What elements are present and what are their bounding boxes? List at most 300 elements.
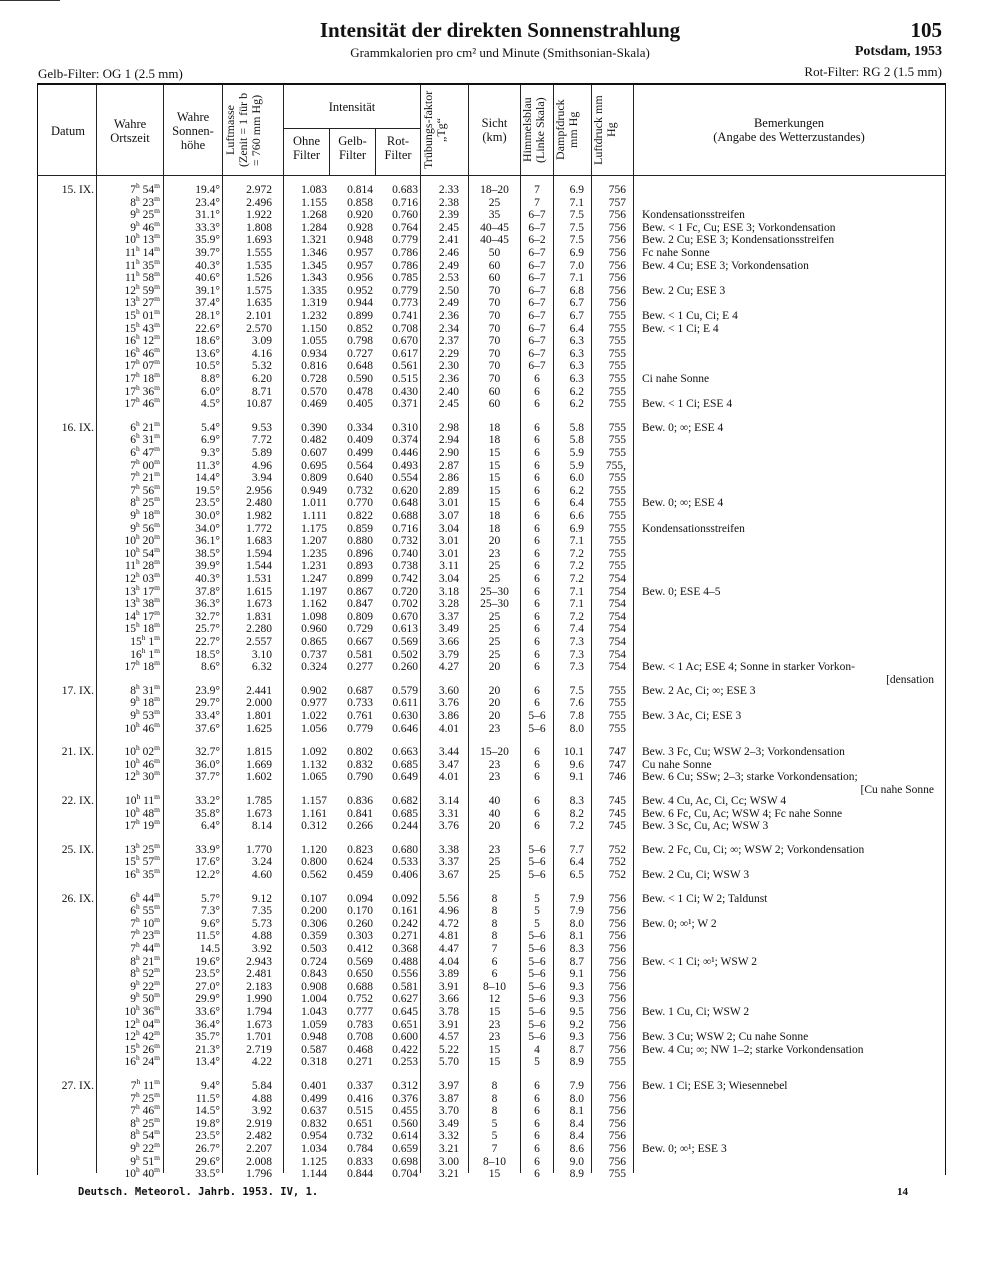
- row-remark: Bew. < 1 Ci; ESE 4: [642, 398, 733, 411]
- time-hours: 16: [130, 648, 142, 661]
- hour-unit: h: [136, 1165, 140, 1175]
- cell-r: 0.371: [392, 398, 418, 411]
- time-minutes: 19: [142, 820, 155, 833]
- minute-unit: m: [154, 633, 160, 643]
- cell-b: 6: [534, 820, 540, 833]
- minute-unit: m: [154, 319, 160, 329]
- cell-alt: 23.5°: [195, 1130, 220, 1143]
- cell-t: 3.21: [438, 1143, 459, 1155]
- cell-g: 0.640: [347, 472, 373, 485]
- hour-unit: h: [136, 231, 140, 241]
- cell-b: 6: [534, 807, 540, 820]
- time-minutes: 46: [142, 1105, 155, 1118]
- cell-lm: 4.60: [251, 869, 272, 881]
- cell-r: 0.760: [392, 209, 418, 222]
- hour-unit: h: [136, 570, 140, 580]
- cell-d: 7.9: [569, 905, 584, 918]
- cell-b: 5–6: [528, 722, 546, 735]
- time-hours: 10: [124, 1006, 137, 1018]
- cell-g: 0.858: [347, 196, 373, 209]
- hour-unit: h: [136, 532, 140, 542]
- cell-p: 745: [608, 807, 626, 820]
- cell-o: 0.816: [301, 360, 327, 373]
- cell-t: 5.70: [438, 1056, 459, 1069]
- cell-g: 0.896: [347, 547, 373, 560]
- cell-alt: 33.9°: [195, 843, 220, 856]
- cell-s: 20: [488, 535, 501, 548]
- cell-g: 0.581: [347, 648, 373, 661]
- time-hours: 9: [130, 697, 137, 710]
- row-remark-cont: [Cu nahe Sonne: [860, 784, 934, 796]
- cell-t: 3.79: [438, 648, 459, 661]
- cell-s: 25: [488, 560, 501, 573]
- hour-unit: h: [136, 494, 140, 504]
- cell-b: 6: [534, 434, 540, 447]
- cell-p: 754: [608, 585, 626, 598]
- cell-g: 0.798: [347, 335, 373, 348]
- cell-b: 6: [534, 684, 540, 697]
- time-minutes: 02: [142, 746, 155, 759]
- cell-o: 0.695: [301, 459, 327, 472]
- cell-r: 0.670: [392, 335, 418, 348]
- cell-t: 4.01: [438, 771, 459, 784]
- cell-alt: 4.5°: [201, 398, 220, 411]
- cell-d: 7.5: [569, 684, 584, 697]
- cell-o: 0.908: [301, 980, 327, 993]
- time-hours: 7: [130, 1080, 137, 1092]
- minute-unit: m: [154, 469, 160, 479]
- cell-d: 9.2: [569, 1018, 584, 1031]
- cell-g: 0.416: [347, 1092, 373, 1105]
- cell-r: 0.569: [392, 636, 418, 648]
- hour-unit: h: [136, 1015, 140, 1025]
- cell-lm: 6.32: [251, 661, 272, 674]
- cell-p: 746: [608, 771, 626, 784]
- cell-o: 0.401: [301, 1080, 327, 1092]
- minute-unit: m: [154, 582, 160, 592]
- cell-r: 0.648: [392, 497, 418, 510]
- cell-alt: 29.6°: [195, 1155, 220, 1168]
- cell-lm: 1.922: [246, 209, 272, 222]
- time-hours: 15: [124, 310, 137, 322]
- cell-b: 6–7: [528, 209, 546, 222]
- cell-r: 0.581: [392, 980, 418, 993]
- cell-d: 7.2: [569, 573, 584, 585]
- minute-unit: m: [154, 218, 160, 228]
- time-minutes: 44: [142, 892, 155, 905]
- cell-g: 0.832: [347, 758, 373, 771]
- cell-o: 1.043: [301, 1006, 327, 1018]
- cell-t: 2.30: [438, 360, 459, 373]
- cell-lm: 5.32: [251, 360, 272, 373]
- cell-p: 745: [608, 795, 626, 807]
- cell-r: 0.617: [392, 347, 418, 360]
- cell-alt: 37.4°: [195, 297, 220, 310]
- time-minutes: 36: [142, 1006, 155, 1018]
- time-minutes: 26: [142, 1043, 155, 1056]
- hour-unit: h: [136, 544, 140, 554]
- cell-t: 3.49: [438, 623, 459, 636]
- cell-g: 0.784: [347, 1143, 373, 1155]
- cell-t: 3.44: [438, 746, 459, 759]
- cell-lm: 2.481: [246, 968, 272, 981]
- time-minutes: 18: [142, 510, 155, 522]
- cell-g: 0.733: [347, 697, 373, 710]
- cell-p: 756: [608, 917, 626, 930]
- hour-unit: h: [136, 332, 140, 342]
- cell-d: 8.1: [569, 1105, 584, 1118]
- cell-o: 0.800: [301, 856, 327, 869]
- cell-b: 6: [534, 758, 540, 771]
- time-hours: 8: [130, 968, 137, 981]
- minute-unit: m: [154, 444, 160, 454]
- cell-alt: 19.8°: [195, 1117, 220, 1130]
- cell-o: 0.607: [301, 447, 327, 459]
- cell-b: 6: [534, 771, 540, 784]
- time-hours: 6: [130, 447, 137, 459]
- cell-alt: 7.3°: [201, 905, 220, 918]
- cell-b: 6: [534, 648, 540, 661]
- cell-r: 0.271: [392, 930, 418, 943]
- cell-alt: 5.4°: [201, 421, 220, 434]
- cell-d: 9.3: [569, 1031, 584, 1044]
- hour-unit: h: [136, 1102, 140, 1112]
- minute-unit: m: [154, 817, 160, 827]
- cell-b: 6: [534, 373, 540, 385]
- yellow-filter-note: Gelb-Filter: OG 1 (2.5 mm): [38, 66, 183, 81]
- cell-b: 6–7: [528, 322, 546, 335]
- hour-unit: h: [136, 1114, 140, 1124]
- cell-lm: 8.14: [251, 820, 272, 833]
- cell-o: 1.162: [301, 598, 327, 611]
- cell-o: 1.056: [301, 722, 327, 735]
- time-minutes: 48: [142, 807, 155, 820]
- time-hours: 16: [124, 1056, 137, 1069]
- cell-g: 0.770: [347, 497, 373, 510]
- cell-g: 0.727: [347, 347, 373, 360]
- cell-t: 2.53: [438, 272, 459, 285]
- cell-s: 18–20: [480, 184, 509, 196]
- minute-unit: m: [154, 1102, 160, 1112]
- hour-unit: h: [136, 719, 140, 729]
- cell-r: 0.685: [392, 807, 418, 820]
- cell-t: 3.67: [438, 869, 459, 881]
- time-minutes: 50: [142, 993, 155, 1006]
- cell-r: 0.376: [392, 1092, 418, 1105]
- cell-d: 6.3: [569, 347, 584, 360]
- cell-b: 6: [534, 746, 540, 759]
- cell-r: 0.374: [392, 434, 418, 447]
- minute-unit: m: [154, 395, 160, 405]
- row-time: [98, 719, 166, 735]
- row-time: [98, 768, 166, 784]
- cell-d: 7.1: [569, 598, 584, 611]
- cell-alt: 36.4°: [195, 1018, 220, 1031]
- hour-unit: h: [136, 1053, 140, 1063]
- cell-t: 3.37: [438, 610, 459, 623]
- cell-lm: 2.280: [246, 623, 272, 636]
- cell-g: 0.412: [347, 943, 373, 955]
- cell-p: 756: [608, 284, 626, 297]
- cell-d: 8.2: [569, 807, 584, 820]
- cell-o: 1.125: [301, 1155, 327, 1168]
- cell-lm: 2.570: [246, 322, 272, 335]
- cell-d: 7.2: [569, 820, 584, 833]
- time-hours: 10: [124, 722, 137, 735]
- cell-p: 747: [608, 758, 626, 771]
- row-time: [98, 1053, 166, 1069]
- cell-lm: 1.625: [246, 722, 272, 735]
- hour-unit: h: [136, 281, 140, 291]
- cell-s: 20: [488, 697, 501, 710]
- hour-unit: h: [136, 395, 140, 405]
- hour-unit: h: [136, 344, 140, 354]
- cell-p: 756: [608, 955, 626, 968]
- cell-b: 6: [534, 1143, 540, 1155]
- cell-alt: 32.7°: [195, 746, 220, 759]
- hour-unit: h: [136, 1140, 140, 1150]
- cell-alt: 40.6°: [195, 272, 220, 285]
- cell-g: 0.260: [347, 917, 373, 930]
- hour-unit: h: [136, 595, 140, 605]
- cell-alt: 22.6°: [195, 322, 220, 335]
- cell-alt: 11.3°: [195, 459, 220, 472]
- cell-g: 0.277: [347, 661, 373, 674]
- cell-d: 7.1: [569, 535, 584, 548]
- cell-s: 18: [488, 434, 501, 447]
- cell-lm: 3.94: [251, 472, 272, 485]
- cell-g: 0.708: [347, 1031, 373, 1044]
- cell-r: 0.688: [392, 510, 418, 522]
- cell-b: 6: [534, 598, 540, 611]
- time-hours: 8: [130, 1117, 137, 1130]
- cell-alt: 10.5°: [195, 360, 220, 373]
- cell-b: 6: [534, 1117, 540, 1130]
- hour-unit: h: [136, 519, 140, 529]
- cell-lm: 1.772: [246, 522, 272, 535]
- cell-t: 2.36: [438, 310, 459, 322]
- cell-d: 9.6: [569, 758, 584, 771]
- time-hours: 15: [124, 322, 137, 335]
- cell-d: 6.3: [569, 335, 584, 348]
- cell-o: 0.954: [301, 1130, 327, 1143]
- minute-unit: m: [154, 1140, 160, 1150]
- time-minutes: 1: [148, 648, 155, 661]
- cell-alt: 35.9°: [195, 234, 220, 247]
- cell-p: 752: [608, 843, 626, 856]
- col-head-truebung: Trübungs-faktor „Tg“: [421, 90, 448, 170]
- cell-t: 5.22: [438, 1043, 459, 1056]
- cell-p: 745: [608, 820, 626, 833]
- cell-p: 755: [608, 722, 626, 735]
- cell-o: 1.343: [301, 272, 327, 285]
- time-minutes: 51: [142, 1155, 155, 1168]
- cell-p: 755: [608, 421, 626, 434]
- cell-lm: 1.575: [246, 284, 272, 297]
- cell-t: 2.41: [438, 234, 459, 247]
- cell-s: 7: [491, 1143, 498, 1155]
- cell-lm: 1.770: [246, 843, 272, 856]
- cell-p: 756: [608, 1155, 626, 1168]
- cell-r: 0.740: [392, 547, 418, 560]
- row-remark: Bew. 1 Cu, Ci; WSW 2: [642, 1006, 750, 1018]
- cell-alt: 19.5°: [195, 484, 220, 497]
- cell-p: 755: [608, 447, 626, 459]
- cell-d: 7.3: [569, 636, 584, 648]
- row-remark: Bew. < 1 Cu, Ci; E 4: [642, 310, 738, 322]
- time-hours: 12: [124, 573, 137, 585]
- cell-d: 8.7: [569, 955, 584, 968]
- cell-s: 25: [488, 869, 501, 881]
- cell-r: 0.614: [392, 1130, 418, 1143]
- time-hours: 9: [130, 710, 137, 722]
- cell-t: 3.60: [438, 684, 459, 697]
- hour-unit: h: [136, 1040, 140, 1050]
- cell-g: 0.590: [347, 373, 373, 385]
- hour-unit: h: [136, 418, 140, 428]
- cell-s: 15: [488, 472, 501, 485]
- cell-r: 0.685: [392, 758, 418, 771]
- cell-d: 6.5: [569, 869, 584, 881]
- cell-s: 25–30: [480, 585, 509, 598]
- time-minutes: 01: [142, 310, 155, 322]
- row-date: 26. IX.: [61, 892, 94, 905]
- cell-o: 1.120: [301, 843, 327, 856]
- cell-p: 756: [608, 1117, 626, 1130]
- cell-b: 6: [534, 510, 540, 522]
- cell-s: 18: [488, 421, 501, 434]
- cell-t: 3.87: [438, 1092, 459, 1105]
- time-hours: 8: [130, 955, 137, 968]
- hour-unit: h: [136, 707, 140, 717]
- time-hours: 17: [124, 373, 137, 385]
- cell-p: 755,: [605, 459, 626, 472]
- row-remark: Kondensationsstreifen: [642, 522, 745, 535]
- hour-unit: h: [136, 792, 141, 802]
- cell-g: 0.667: [347, 636, 373, 648]
- time-minutes: 35: [142, 869, 155, 881]
- cell-alt: 39.1°: [195, 284, 220, 297]
- row-remark: Bew. 0; ESE 4–5: [642, 585, 721, 598]
- cell-lm: 1.673: [246, 598, 272, 611]
- hour-unit: h: [136, 269, 140, 279]
- cell-d: 8.0: [569, 1092, 584, 1105]
- cell-t: 4.04: [438, 955, 459, 968]
- minute-unit: m: [154, 557, 160, 567]
- cell-g: 0.802: [347, 746, 373, 759]
- time-minutes: 22: [142, 980, 155, 993]
- col-head-intensitaet: Intensität: [328, 100, 376, 114]
- cell-lm: 8.71: [251, 385, 272, 398]
- cell-o: 1.284: [301, 221, 327, 234]
- cell-p: 754: [608, 661, 626, 674]
- cell-lm: 1.615: [246, 585, 272, 598]
- cell-o: 0.865: [301, 636, 327, 648]
- cell-g: 0.303: [347, 930, 373, 943]
- cell-s: 60: [488, 272, 501, 285]
- cell-b: 5–6: [528, 993, 546, 1006]
- cell-alt: 31.1°: [195, 209, 220, 222]
- cell-t: 2.90: [438, 447, 459, 459]
- cell-g: 0.266: [347, 820, 373, 833]
- cell-o: 1.150: [301, 322, 327, 335]
- cell-t: 2.39: [438, 209, 459, 222]
- row-remark: Bew. 3 Sc, Cu, Ac; WSW 3: [642, 820, 769, 833]
- cell-o: 1.065: [301, 771, 327, 784]
- time-hours: 11: [124, 560, 137, 573]
- cell-s: 7: [491, 943, 498, 955]
- minute-unit: m: [154, 1053, 160, 1063]
- time-hours: 11: [124, 259, 137, 272]
- cell-d: 8.3: [569, 943, 584, 955]
- time-hours: 6: [130, 892, 137, 905]
- cell-p: 755: [608, 560, 626, 573]
- cell-r: 0.556: [392, 968, 418, 981]
- cell-t: 4.57: [438, 1031, 459, 1044]
- hour-unit: h: [136, 256, 140, 266]
- cell-b: 5–6: [528, 843, 546, 856]
- cell-s: 60: [488, 385, 501, 398]
- row-remark: Bew. < 1 Ci; ∞¹; WSW 2: [642, 955, 758, 968]
- minute-unit: m: [154, 607, 160, 617]
- time-minutes: 25: [142, 843, 155, 856]
- col-head-bemerkungen: Bemerkungen (Angabe des Wetterzustandes): [713, 116, 865, 144]
- time-hours: 12: [124, 771, 137, 784]
- hour-unit: h: [136, 1089, 140, 1099]
- cell-o: 0.359: [301, 930, 327, 943]
- time-minutes: 24: [142, 1056, 155, 1069]
- cell-alt: 38.5°: [195, 547, 220, 560]
- minute-unit: m: [154, 620, 160, 630]
- minute-unit: m: [154, 645, 160, 655]
- cell-alt: 13.4°: [195, 1056, 220, 1069]
- cell-lm: 1.785: [246, 795, 272, 807]
- cell-o: 0.306: [301, 917, 327, 930]
- cell-r: 0.670: [392, 610, 418, 623]
- cell-r: 0.253: [392, 1056, 418, 1069]
- minute-unit: m: [154, 332, 160, 342]
- cell-d: 7.3: [569, 661, 584, 674]
- cell-p: 756: [608, 1143, 626, 1155]
- cell-o: 0.948: [301, 1031, 327, 1044]
- cell-r: 0.161: [392, 905, 418, 918]
- cell-lm: 1.526: [246, 272, 272, 285]
- time-minutes: 23: [142, 196, 155, 209]
- cell-r: 0.702: [392, 598, 418, 611]
- minute-unit: m: [154, 694, 160, 704]
- hour-unit: h: [136, 914, 140, 924]
- cell-b: 6: [534, 535, 540, 548]
- cell-s: 15–20: [480, 746, 509, 759]
- cell-d: 9.3: [569, 980, 584, 993]
- cell-r: 0.560: [392, 1117, 418, 1130]
- hour-unit: h: [136, 658, 140, 668]
- time-hours: 13: [124, 585, 137, 598]
- cell-g: 0.459: [347, 869, 373, 881]
- hour-unit: h: [136, 889, 140, 899]
- time-minutes: 10: [142, 917, 155, 930]
- cell-d: 10.1: [563, 746, 584, 759]
- cell-lm: 1.602: [246, 771, 272, 784]
- cell-t: 3.31: [438, 807, 459, 820]
- cell-p: 755: [608, 522, 626, 535]
- cell-s: 8: [491, 905, 498, 918]
- cell-g: 0.859: [347, 522, 373, 535]
- cell-d: 8.4: [569, 1130, 584, 1143]
- col-head-rot-filter: Rot- Filter: [384, 134, 412, 162]
- cell-t: 3.07: [438, 510, 459, 522]
- cell-o: 1.022: [301, 710, 327, 722]
